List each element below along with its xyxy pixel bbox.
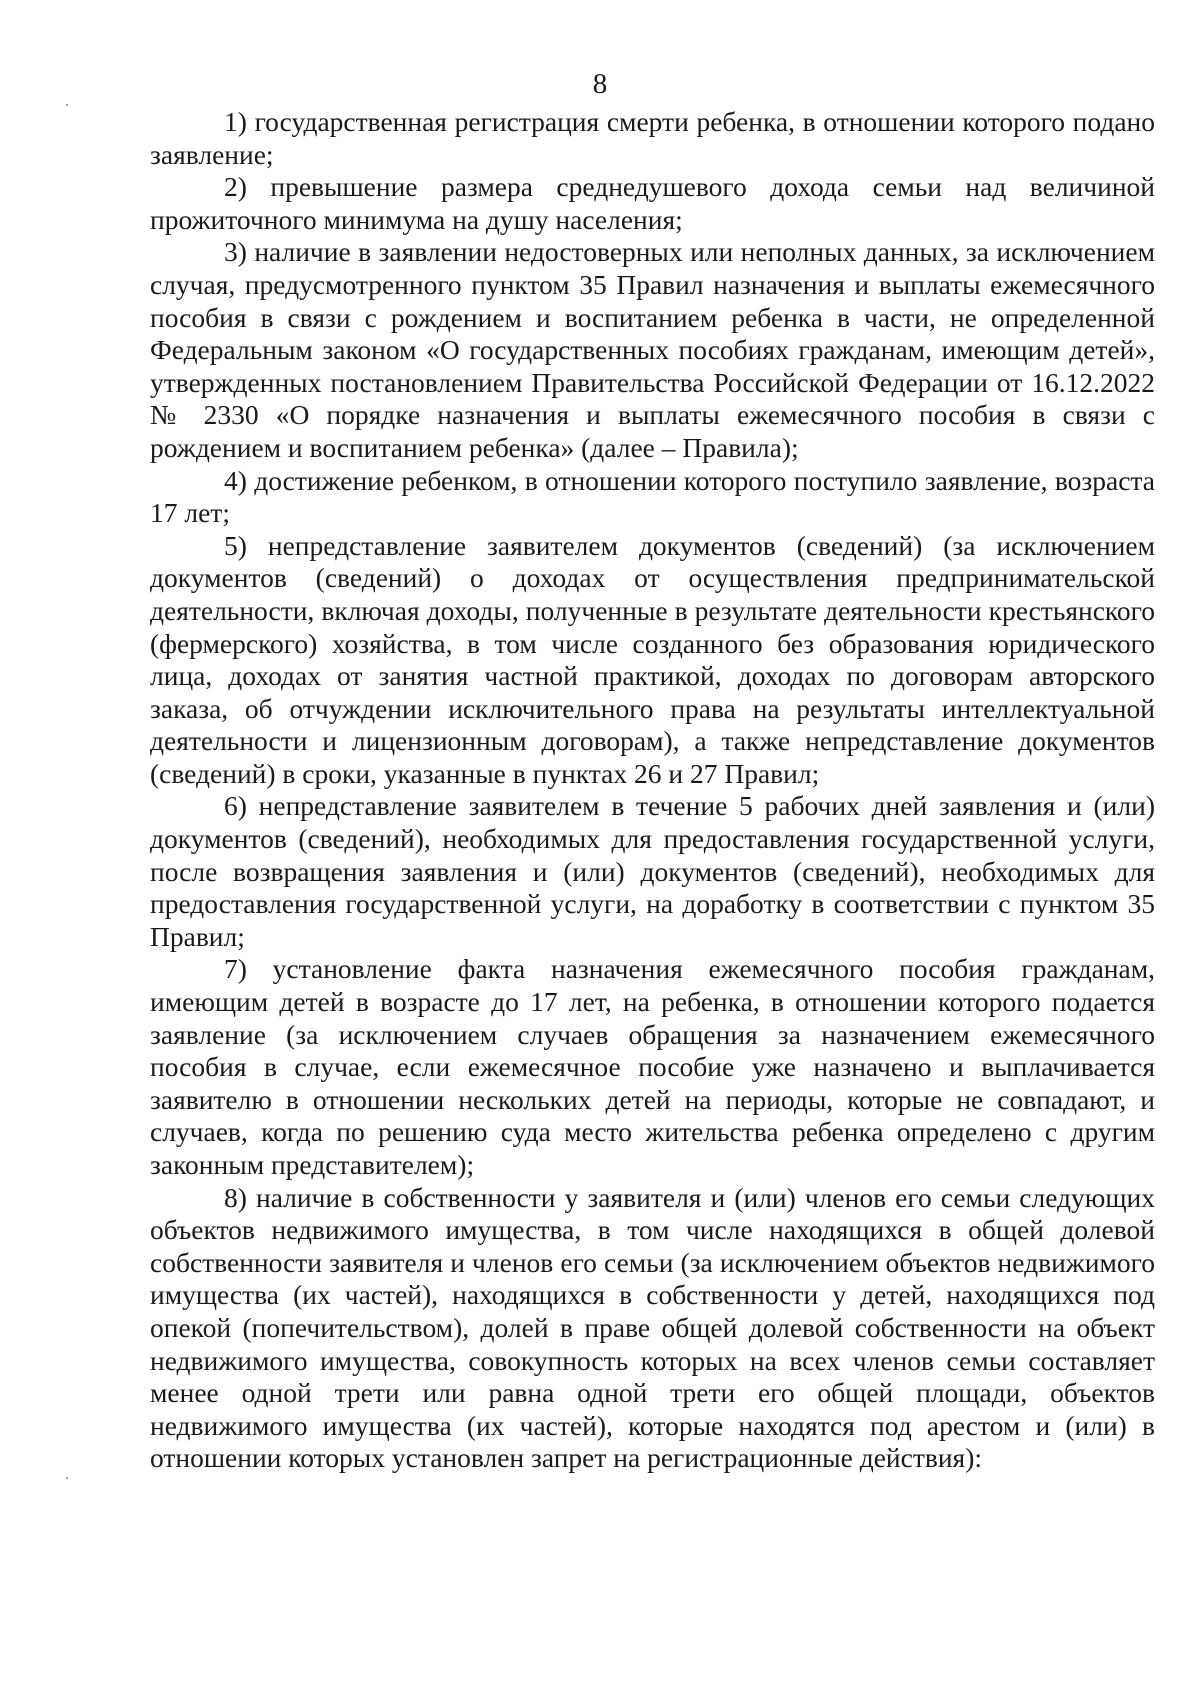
list-item-5: 5) непредставление заявителем документов (сведений) (за исключением документов (сведений) о доходах от осуществления предпринимательской деятельности, включая доходы, полученные в результате деятельности крестьянского (фермерского) хозяйства, в том числе созданного без образования юридического лица, доходах от занятия частной практикой, доходах по договорам авторского заказа, об отчуждении исключительного права на результаты интеллектуальной деятельности и лицензионным договорам), а также непредставление документов (сведений) в сроки, указанные в пунктах 26 и 27 Правил; xyxy=(150,529,1155,789)
list-item-2: 2) превышение размера среднедушевого дохода семьи над величиной прожиточного минимума на душу населения; xyxy=(150,171,1155,235)
list-item-6: 6) непредставление заявителем в течение 5 рабочих дней заявления и (или) документов (сведений), необходимых для предоставления государственной услуги, после возвращения заявления и (или) документов (сведений), необходимых для предоставления государственной услуги, на доработку в соответствии с пунктом 35 Правил; xyxy=(150,790,1155,952)
document-body xyxy=(150,106,1155,1475)
list-item-1: 1) государственная регистрация смерти ребенка, в отношении которого подано заявление; xyxy=(150,106,1155,170)
list-item-8: 8) наличие в собственности у заявителя и (или) членов его семьи следующих объектов недвижимого имущества, в том числе находящихся в общей долевой собственности заявителя и членов его семьи (за исключением объектов недвижимого имущества (их частей), находящихся в собственности у детей, находящихся под опекой (попечительством), долей в праве общей долевой собственности на объект недвижимого имущества, совокупность которых на всех членов семьи составляет менее одной трети или равна одной трети его общей площади, объектов недвижимого имущества (их частей), которые находятся под арестом и (или) в отношении которых установлен запрет на регистрационные действия): xyxy=(150,1181,1155,1474)
page-number: 8 xyxy=(592,68,608,100)
list-item-4: 4) достижение ребенком, в отношении которого поступило заявление, возраста 17 лет; xyxy=(150,464,1155,529)
list-item-3: 3) наличие в заявлении недостоверных или неполных данных, за исключением случая, предусмотренного пунктом 35 Правил назначения и выплаты ежемесячного пособия в связи с рождением и воспитанием ребенка в части, не определенной Федеральным законом «О государственных пособиях гражданам, имеющим детей», утвержденных постановлением Правительства Российской Федерации от 16.12.2022 № 2330 «О порядке назначения и выплаты ежемесячного пособия в связи с рождением и воспитанием ребенка» (далее – Правила); xyxy=(150,236,1155,463)
scan-speck xyxy=(66,1477,68,1479)
list-item-7: 7) установление факта назначения ежемесячного пособия гражданам, имеющим детей в возрасте до 17 лет, на ребенка, в отношении которого подается заявление (за исключением случаев обращения за назначением ежемесячного пособия в случае, если ежемесячное пособие уже назначено и выплачивается заявителю в отношении нескольких детей на периоды, которые не совпадают, и случаев, когда по решению суда место жительства ребенка определено с другим законным представителем); xyxy=(150,953,1155,1180)
scan-speck xyxy=(66,104,68,106)
